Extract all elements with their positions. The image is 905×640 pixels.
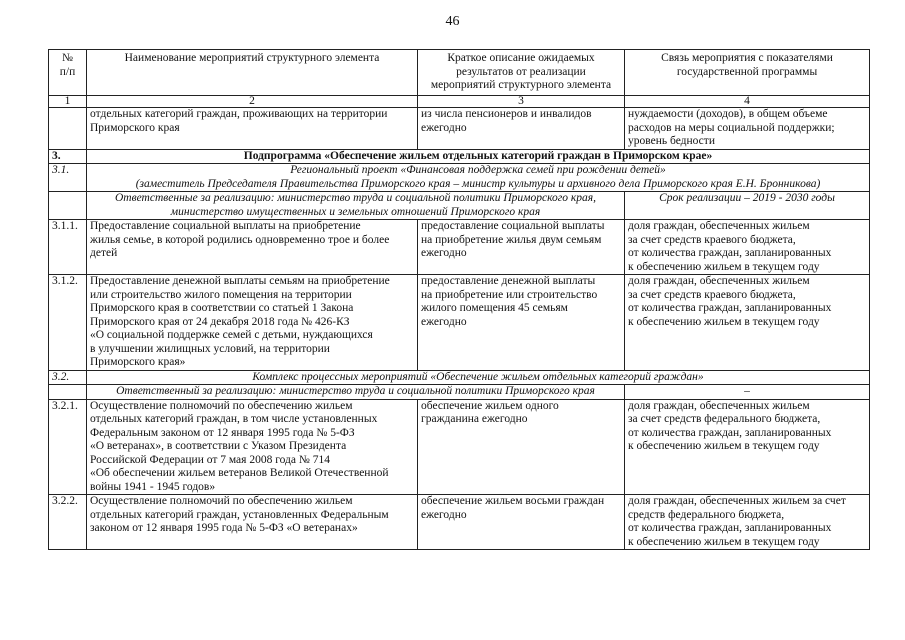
page-number: 46 <box>445 14 460 29</box>
index-cell: 3 <box>418 96 625 108</box>
row-name: Осуществление полномочий по обеспечению жильем отдельных категорий граждан, в том числе установленных Федеральным законом от 12 января 1995 года № 5-ФЗ «О ветеранах», в соответствии с Указом Президента Российской Федерации от 7 мая 2008 года № 714 «Об обеспечении жильем ветеранов Великой Отечественной войны 1941 - 1945 годов» <box>87 399 418 495</box>
row-num <box>49 108 87 150</box>
index-cell: 4 <box>625 96 870 108</box>
header-result: Краткое описание ожидаемых результатов от реализации мероприятий структурного элемента <box>418 50 625 96</box>
row-num: 3.1.1. <box>49 220 87 275</box>
term-text: – <box>625 385 870 400</box>
subprogram-row <box>49 149 870 164</box>
row-result: обеспечение жильем восьми граждан ежегодно <box>418 495 625 550</box>
subprogram-num: 3. <box>49 149 87 164</box>
row-result: обеспечение жильем одного гражданина ежегодно <box>418 399 625 495</box>
row-result: из числа пенсионеров и инвалидов ежегодно <box>418 108 625 150</box>
row-num: 3.2.2. <box>49 495 87 550</box>
header-num: № п/п <box>49 50 87 96</box>
project-num: 3.1. <box>49 164 87 192</box>
row-num: 3.1.2. <box>49 275 87 371</box>
table-row <box>49 220 870 275</box>
responsible-spacer <box>49 192 87 220</box>
row-link: доля граждан, обеспеченных жильем за счет средств федерального бюджета, от количества граждан, запланированных к обеспечению жильем в текущем году <box>625 495 870 550</box>
row-name: Осуществление полномочий по обеспечению жильем отдельных категорий граждан, установленных Федеральным законом от 12 января 1995 года № 5-ФЗ «О ветеранах» <box>87 495 418 550</box>
table-row <box>49 495 870 550</box>
header-row <box>49 50 870 96</box>
complex-num: 3.2. <box>49 370 87 385</box>
index-cell: 1 <box>49 96 87 108</box>
row-result: предоставление социальной выплаты на приобретение жилья двум семьям ежегодно <box>418 220 625 275</box>
subprogram-title: Подпрограмма «Обеспечение жильем отдельных категорий граждан в Приморском крае» <box>87 149 870 164</box>
row-result: предоставление денежной выплаты на приобретение или строительство жилого помещения 45 семьям ежегодно <box>418 275 625 371</box>
continuation-row <box>49 108 870 150</box>
index-row <box>49 96 870 108</box>
complex-row <box>49 370 870 385</box>
responsible-text: Ответственные за реализацию: министерство труда и социальной политики Приморского края, министерство имущественных и земельных отношений Приморского края <box>87 192 625 220</box>
row-name: Предоставление денежной выплаты семьям на приобретение или строительство жилого помещения на территории Приморского края в соответствии со статьей 1 Закона Приморского края от 24 декабря 2018 года № 426-КЗ «О социальной поддержке семей с детьми, нуждающихся в улучшении жилищных условий, на территории Приморского края» <box>87 275 418 371</box>
project-row <box>49 164 870 192</box>
table-row <box>49 399 870 495</box>
header-name: Наименование мероприятий структурного элемента <box>87 50 418 96</box>
row-link: доля граждан, обеспеченных жильем за счет средств федерального бюджета, от количества граждан, запланированных к обеспечению жильем в текущем году <box>625 399 870 495</box>
responsible-row <box>49 192 870 220</box>
responsible-text: Ответственный за реализацию: министерство труда и социальной политики Приморского края <box>87 385 625 400</box>
program-table <box>48 49 870 550</box>
row-name: отдельных категорий граждан, проживающих на территории Приморского края <box>87 108 418 150</box>
project-title: Региональный проект «Финансовая поддержка семей при рождении детей» (заместитель Председателя Правительства Приморского края – министр культуры и архивного дела Приморского края Е.Н. Бронникова) <box>87 164 870 192</box>
index-cell: 2 <box>87 96 418 108</box>
row-link: нуждаемости (доходов), в общем объеме расходов на меры социальной поддержки; уровень бедности <box>625 108 870 150</box>
complex-title: Комплекс процессных мероприятий «Обеспечение жильем отдельных категорий граждан» <box>87 370 870 385</box>
row-name: Предоставление социальной выплаты на приобретение жилья семье, в которой родились одновременно трое и более детей <box>87 220 418 275</box>
header-link: Связь мероприятия с показателями государственной программы <box>625 50 870 96</box>
table-row <box>49 275 870 371</box>
row-link: доля граждан, обеспеченных жильем за счет средств краевого бюджета, от количества граждан, запланированных к обеспечению жильем в текущем году <box>625 275 870 371</box>
responsible-row <box>49 385 870 400</box>
row-link: доля граждан, обеспеченных жильем за счет средств краевого бюджета, от количества граждан, запланированных к обеспечению жильем в текущем году <box>625 220 870 275</box>
responsible-spacer <box>49 385 87 400</box>
row-num: 3.2.1. <box>49 399 87 495</box>
term-text: Срок реализации – 2019 - 2030 годы <box>625 192 870 220</box>
